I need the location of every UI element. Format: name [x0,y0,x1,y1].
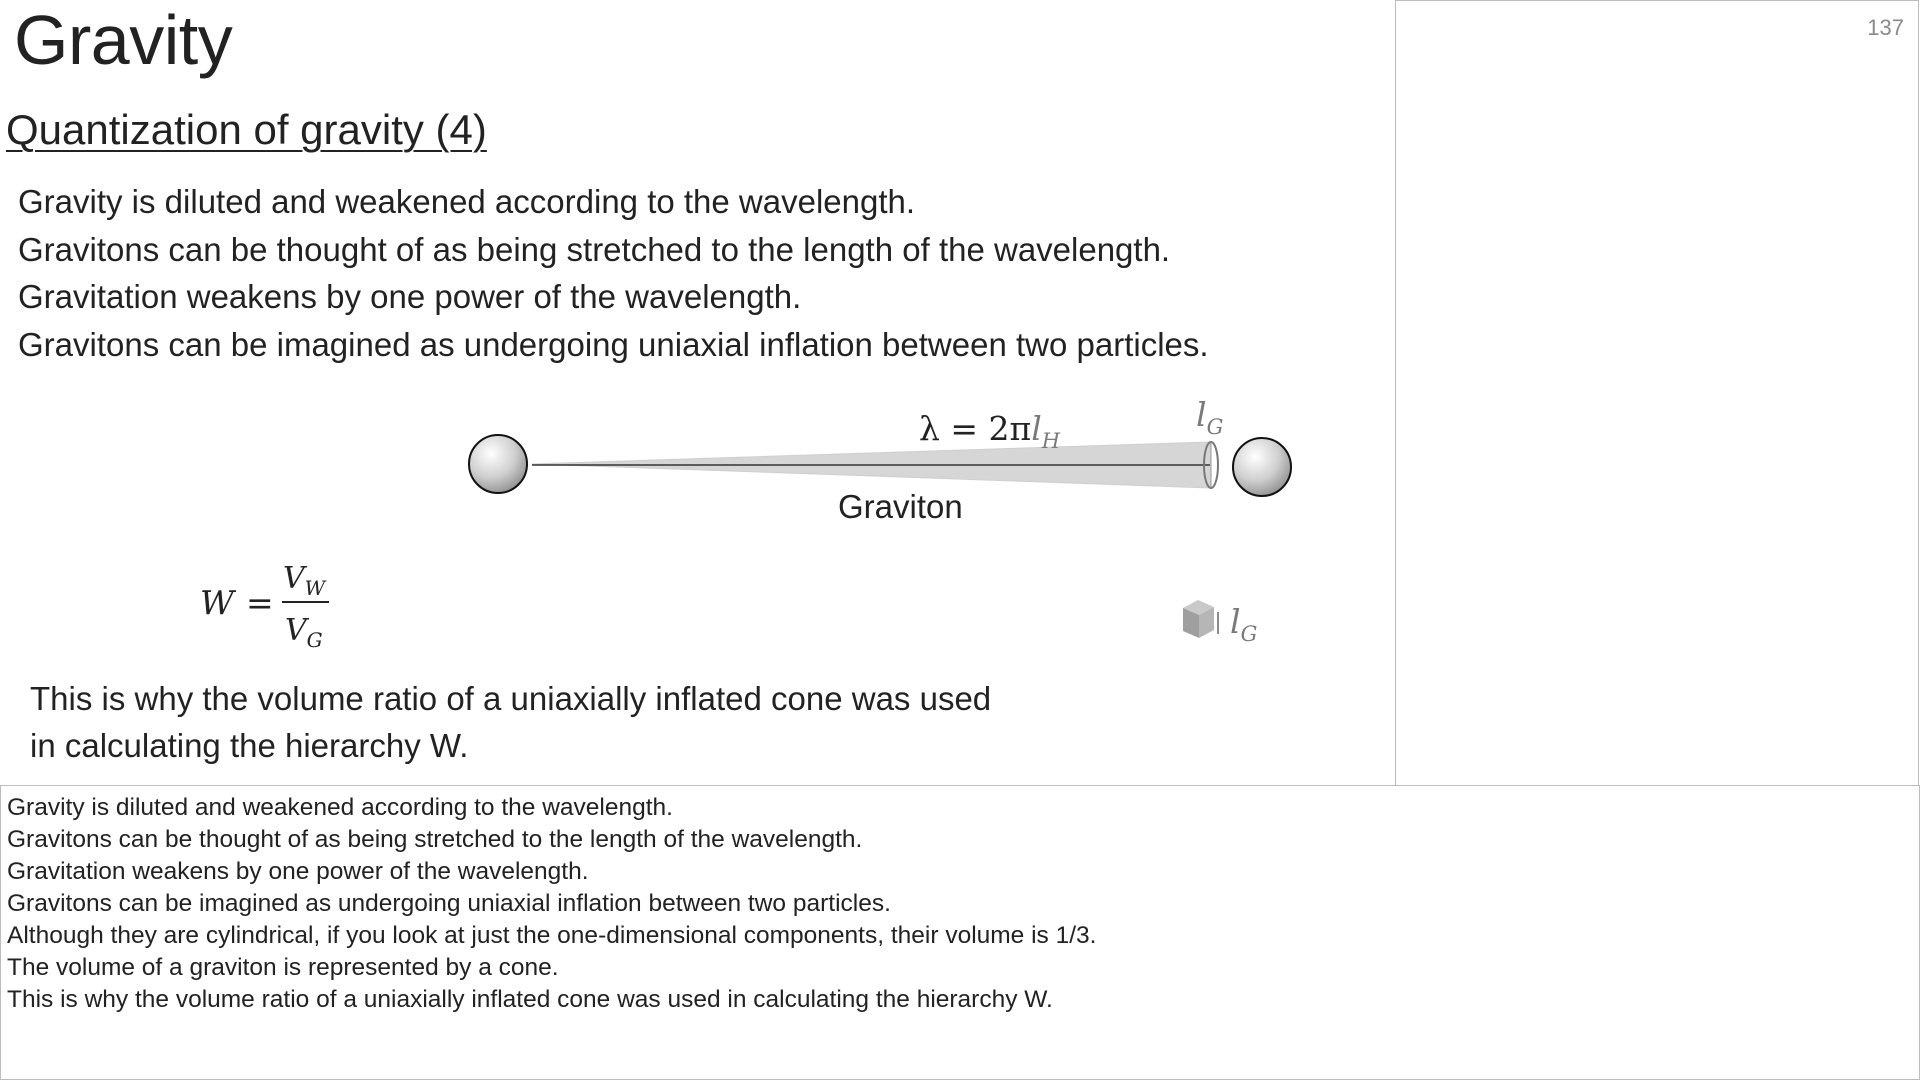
page-number: 137 [1867,15,1904,40]
lg-label-l: l [1196,395,1207,434]
cube-label-l: l [1230,602,1241,641]
svg-text:lG [1196,395,1223,439]
particle-right-sphere [1233,438,1291,496]
svg-text:lG [1230,602,1257,646]
formula-den-v: V [285,613,307,648]
notes-line: Although they are cylindrical, if you look at just the one-dimensional components, their volume is 1/3. [7,922,1097,949]
graviton-label: Graviton [838,488,963,525]
cube-label-sub: G [1240,622,1258,646]
body-line: Gravitation weakens by one power of the wavelength. [18,278,802,315]
wavelength-sub: H [1041,429,1061,453]
svg-text:VW [283,561,327,600]
svg-text:λ = 2πlH [919,409,1061,453]
formula-den-sub: G [306,628,323,652]
side-panel [1395,0,1919,785]
conclusion-line: This is why the volume ratio of a uniaxially inflated cone was used [30,680,992,717]
notes-line: Gravity is diluted and weakened according to the wavelength. [7,794,673,821]
notes-line: Gravitons can be imagined as undergoing uniaxial inflation between two particles. [7,890,891,917]
formula-lhs: W [200,583,234,622]
body-line: Gravity is diluted and weakened according to the wavelength. [18,183,916,220]
wavelength-l: l [1031,409,1042,448]
notes-line: Gravitons can be thought of as being stretched to the length of the wavelength. [7,826,863,853]
notes-line: The volume of a graviton is represented by a cone. [7,954,559,981]
formula-num-v: V [283,561,305,596]
body-line: Gravitons can be imagined as undergoing uniaxial inflation between two particles. [18,325,1209,363]
conclusion-text [30,675,991,769]
body-line: Gravitons can be thought of as being stretched to the length of the wavelength. [18,230,1171,268]
notes-line: This is why the volume ratio of a uniaxially inflated cone was used in calculating the hierarchy W. [7,986,1053,1013]
formula-num-sub: W [304,576,326,600]
notes-line: Gravitation weakens by one power of the wavelength. [7,858,589,885]
slide-title: Gravity [14,1,233,79]
formula-eq: = [246,583,274,622]
slide-subtitle: Quantization of gravity (4) [6,106,487,153]
conclusion-line: in calculating the hierarchy W. [30,727,469,764]
hierarchy-formula [200,561,329,652]
svg-text:VG [285,613,323,652]
wavelength-lhs: λ = 2π [919,409,1032,448]
particle-left-sphere [469,435,527,493]
lg-label-sub: G [1206,415,1224,439]
unit-cube-icon [1183,600,1218,638]
speaker-notes[interactable] [0,785,1920,1080]
